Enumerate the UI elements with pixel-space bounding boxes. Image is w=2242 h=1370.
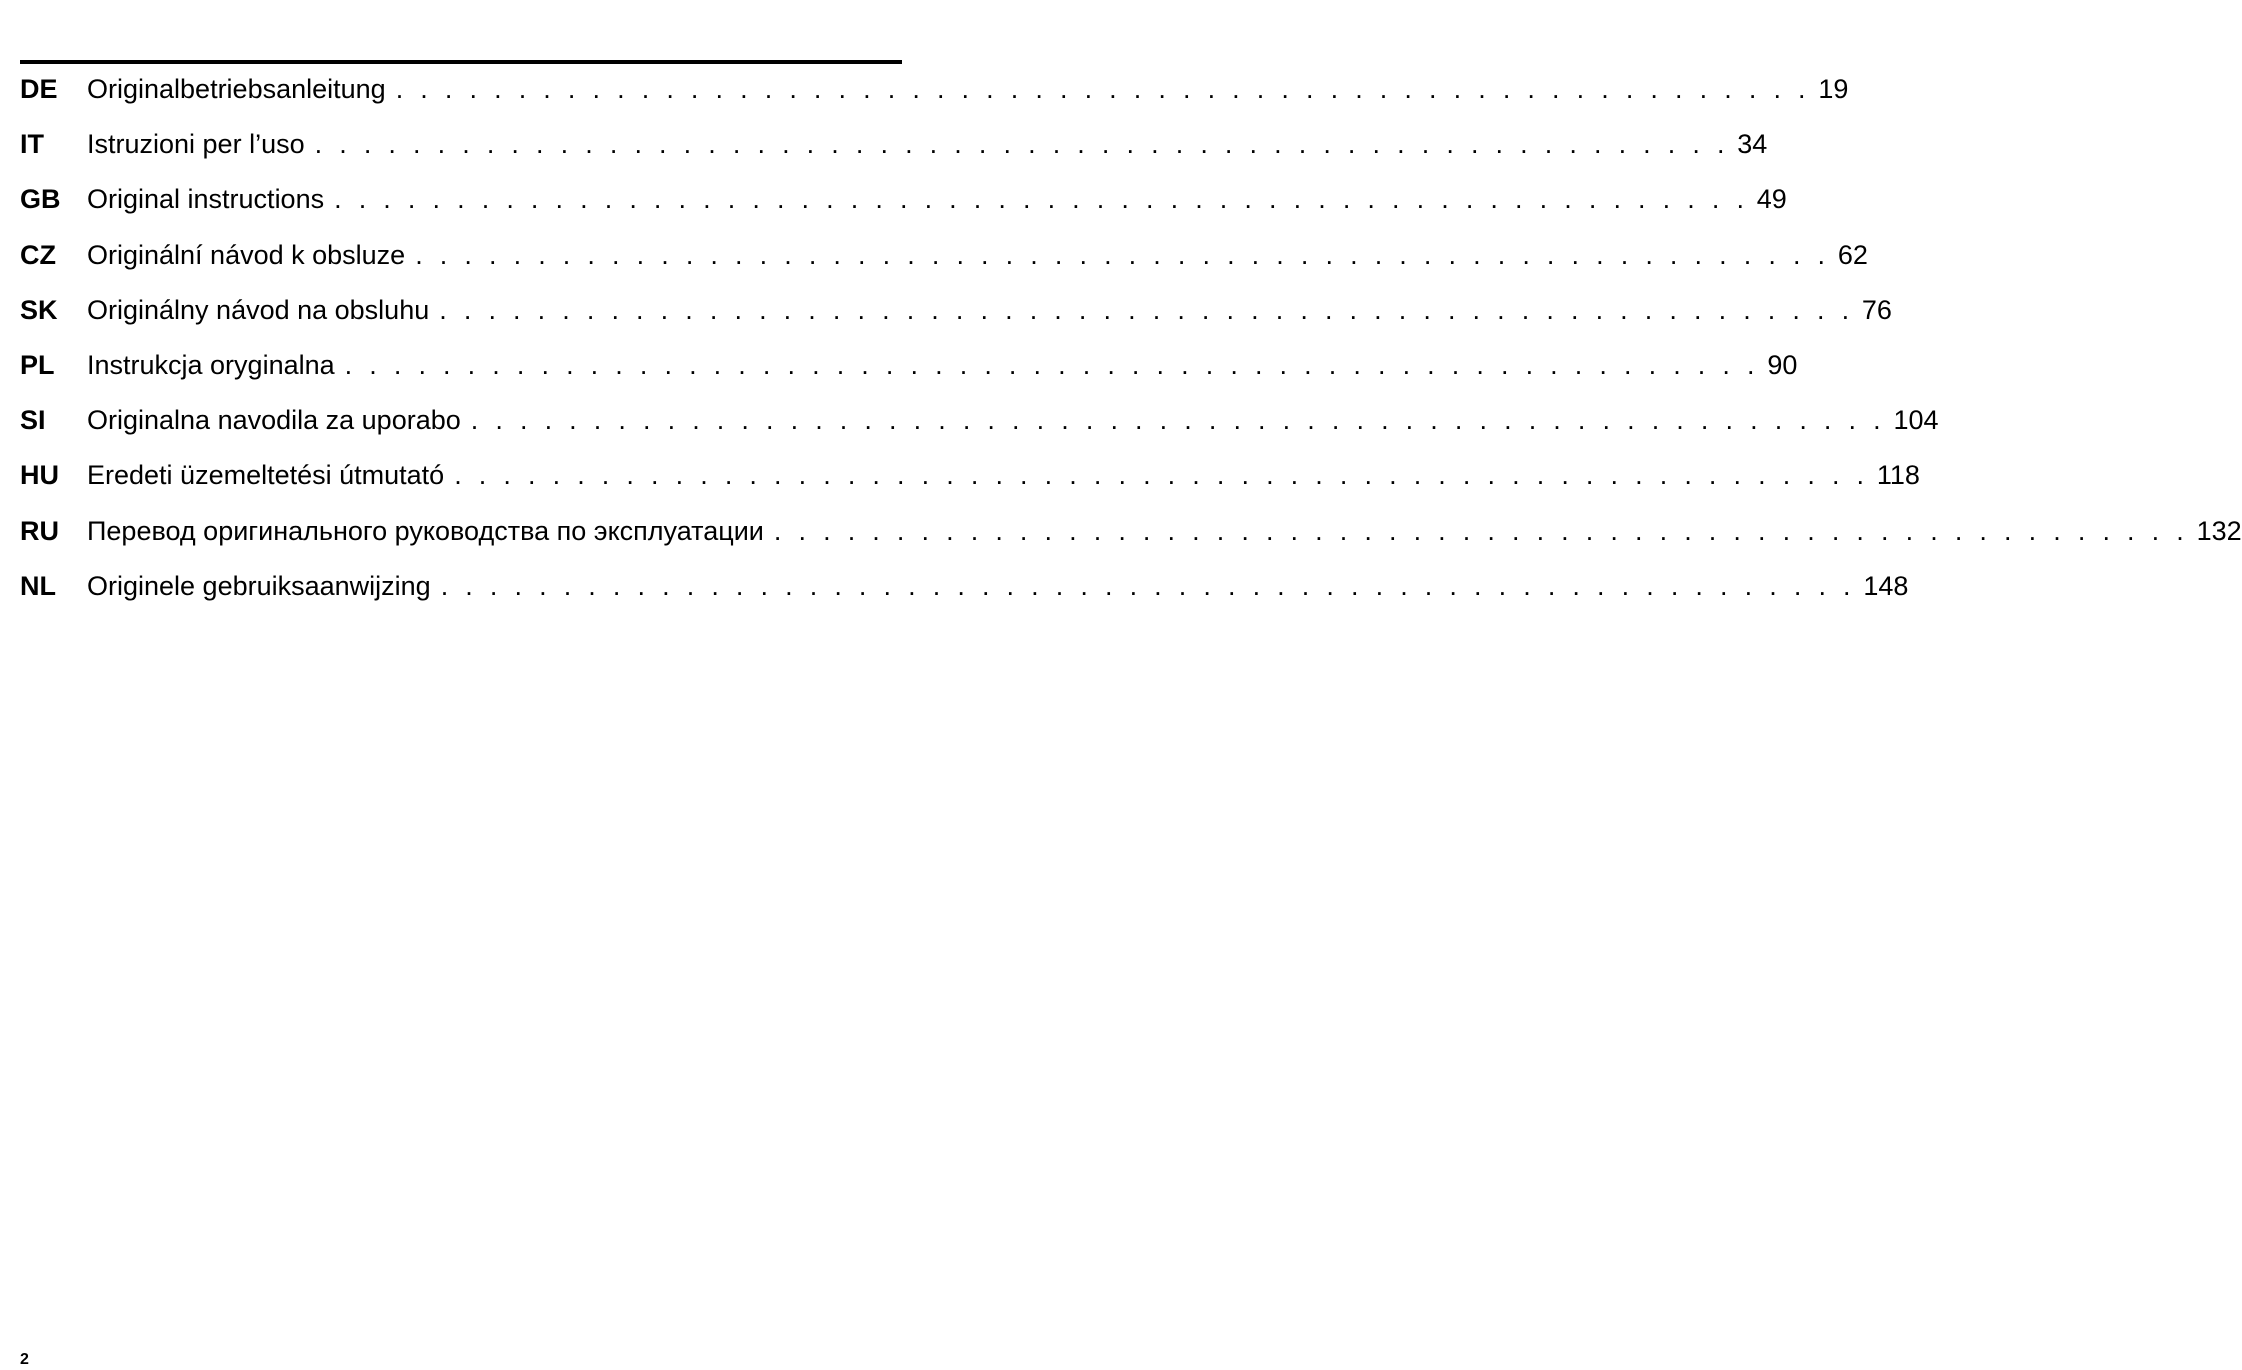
page-number: 90 [1767,349,1798,380]
language-code: CZ [20,239,56,270]
dot-leader: . . . . . . . . . . . . . . . . . . . . . . . . . . . . . . . . . . . . . . . . . . . . . . . . . . . . . . . . . . [344,349,1760,380]
language-code: DE [20,74,58,104]
page-number: 118 [1876,460,1920,491]
entry-title: Instrukcja oryginalna [87,349,335,380]
entry-title: Istruzioni per l’uso [87,129,305,160]
language-code: NL [20,570,56,601]
toc-entry-nl[interactable] [20,559,1909,614]
dot-leader: . . . . . . . . . . . . . . . . . . . . . . . . . . . . . . . . . . . . . . . . . . . . . . . . . . . . . . . . . . [334,184,1749,215]
language-code: GB [20,184,61,215]
toc-entry-de[interactable] [20,62,1849,117]
page-number: 19 [1818,74,1849,104]
table-of-contents [20,62,2242,614]
toc-entry-gb[interactable] [20,172,1787,227]
entry-title: Eredeti üzemeltetési útmutató [87,460,445,491]
toc-entry-hu[interactable] [20,448,1920,503]
dot-leader: . . . . . . . . . . . . . . . . . . . . . . . . . . . . . . . . . . . . . . . . . . . . . . . . . . . . . . . . . . [314,129,1730,160]
dot-leader: . . . . . . . . . . . . . . . . . . . . . . . . . . . . . . . . . . . . . . . . . . . . . . . . . . . . . . . . . . [454,460,1869,491]
language-code: RU [20,515,59,546]
page-number: 76 [1861,294,1892,325]
language-code: SK [20,294,58,325]
entry-title: Original instructions [87,184,325,215]
dot-leader: . . . . . . . . . . . . . . . . . . . . . . . . . . . . . . . . . . . . . . . . . . . . . . . . . . . . . . . . . . [470,405,1886,436]
toc-entry-ru[interactable] [20,504,2242,559]
dot-leader: . . . . . . . . . . . . . . . . . . . . . . . . . . . . . . . . . . . . . . . . . . . . . . . . . . . . . . . . . . [439,294,1854,325]
language-code: IT [20,129,44,160]
dot-leader: . . . . . . . . . . . . . . . . . . . . . . . . . . . . . . . . . . . . . . . . . . . . . . . . . . . . . . . . . . [773,515,2189,546]
language-code: HU [20,460,59,491]
toc-entry-cz[interactable] [20,228,1868,283]
page-number: 62 [1837,239,1868,270]
page-number: 132 [2196,515,2242,546]
page-number: 148 [1863,570,1909,601]
toc-entry-sk[interactable] [20,283,1892,338]
toc-entry-it[interactable] [20,117,1768,172]
page-number: 104 [1893,405,1939,436]
footer-page-number: 2 [20,1351,29,1368]
entry-title: Originalna navodila za uporabo [87,405,461,436]
language-code: PL [20,349,55,380]
toc-entry-pl[interactable] [20,338,1798,393]
entry-title: Originalbetriebsanleitung [87,74,386,104]
dot-leader: . . . . . . . . . . . . . . . . . . . . . . . . . . . . . . . . . . . . . . . . . . . . . . . . . . . . . . . . . . [415,239,1830,270]
entry-title: Originele gebruiksaanwijzing [87,570,431,601]
entry-title: Originální návod k obsluze [87,239,406,270]
page-number: 49 [1756,184,1787,215]
dot-leader: . . . . . . . . . . . . . . . . . . . . . . . . . . . . . . . . . . . . . . . . . . . . . . . . . . . . . . . . . . [440,570,1856,601]
dot-leader: . . . . . . . . . . . . . . . . . . . . . . . . . . . . . . . . . . . . . . . . . . . . . . . . . . . . . . . . . . [395,74,1811,104]
page-number: 34 [1737,129,1768,160]
entry-title: Originálny návod na obsluhu [87,294,430,325]
entry-title: Перевод оригинального руководства по эксплуатации [87,515,764,546]
language-code: SI [20,405,46,436]
toc-entry-si[interactable] [20,393,1939,448]
